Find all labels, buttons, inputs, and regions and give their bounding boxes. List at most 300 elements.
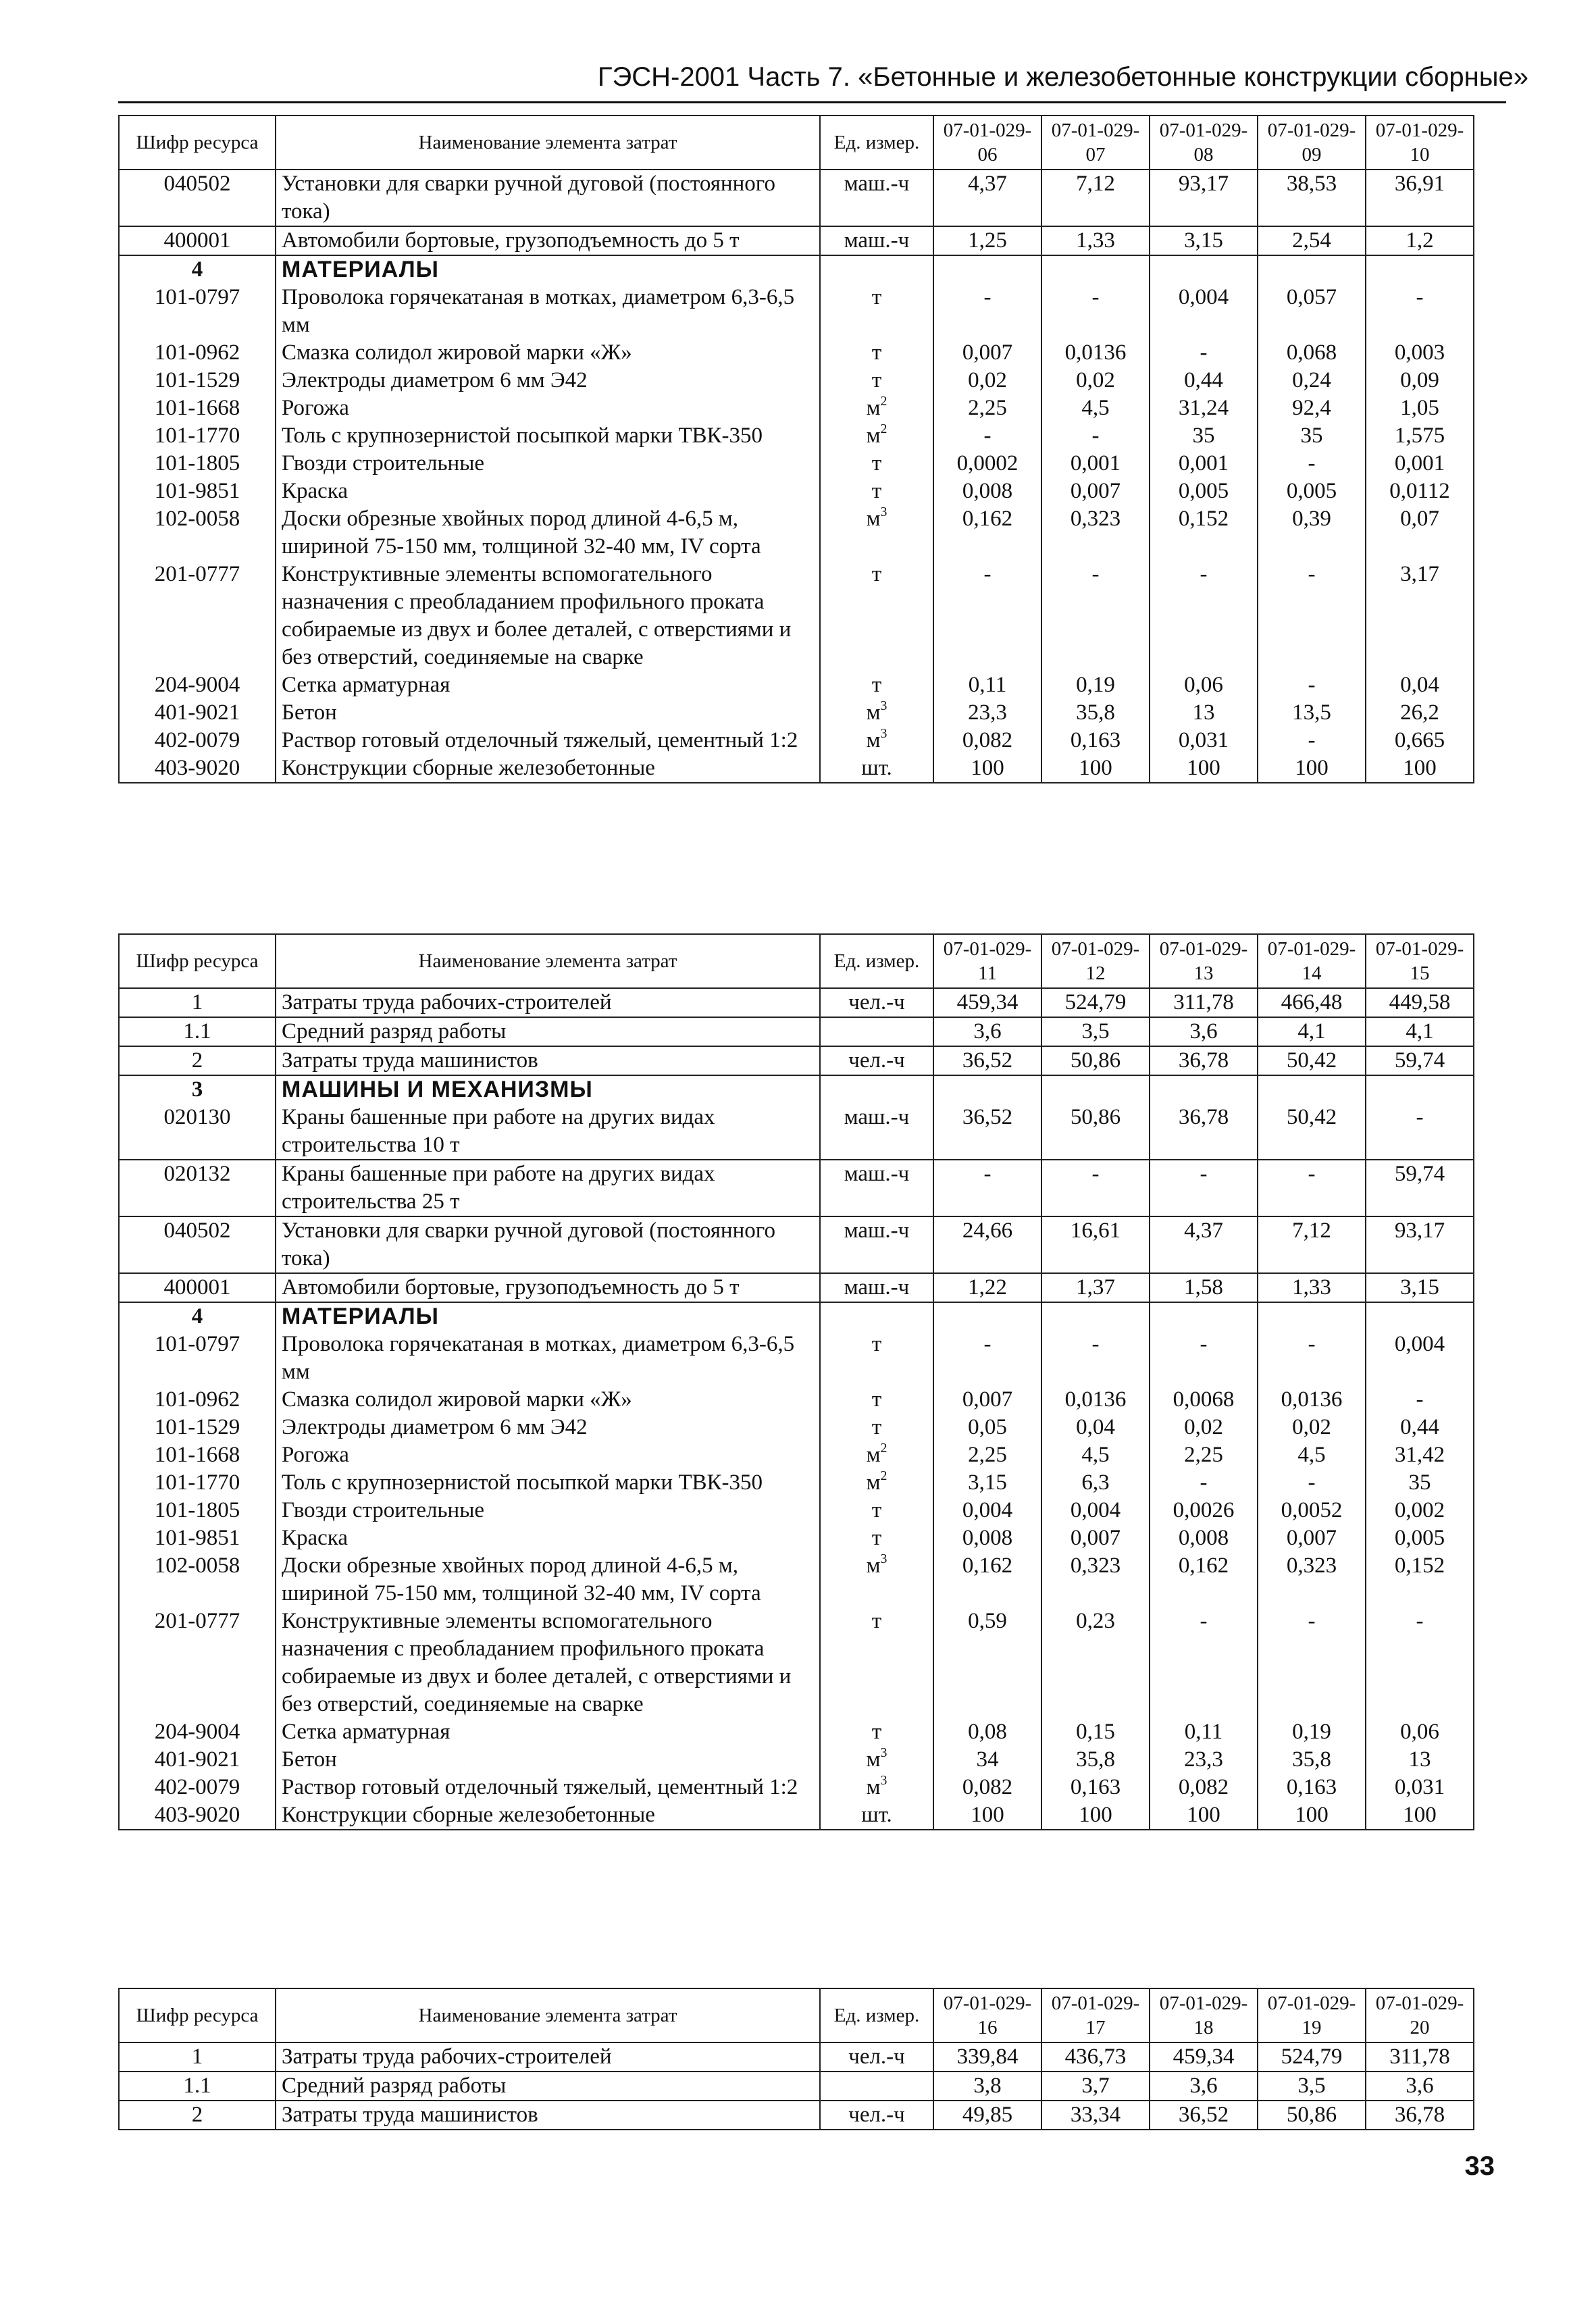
value-cell: 3,6 — [1150, 1017, 1258, 1046]
value-cell: 0,004 — [1366, 1331, 1474, 1386]
value-cell: - — [933, 1331, 1041, 1386]
value-cell: 2,54 — [1258, 226, 1366, 255]
value-cell: 0,001 — [1150, 450, 1258, 478]
value-cell: 4,5 — [1041, 1441, 1150, 1469]
unit-text: м — [866, 728, 881, 752]
unit-text: т — [871, 1415, 882, 1439]
table-row — [119, 170, 1474, 226]
table-row — [119, 1104, 1474, 1160]
value-cell: 0,0136 — [1041, 1386, 1150, 1414]
value-cell: 1,2 — [1366, 226, 1474, 255]
value-cell: 100 — [1150, 754, 1258, 783]
value-cell: 23,3 — [933, 699, 1041, 727]
resource-code: 3 — [119, 1075, 276, 1104]
cost-item-name: Затраты труда машинистов — [276, 2101, 820, 2130]
cost-item-name: МАТЕРИАЛЫ — [276, 255, 820, 284]
unit-cell — [820, 561, 933, 671]
value-cell: - — [1150, 561, 1258, 671]
value-cell: - — [1150, 339, 1258, 367]
value-cell: 459,34 — [1150, 2042, 1258, 2072]
value-cell: 0,05 — [933, 1414, 1041, 1441]
value-cell: 50,86 — [1258, 2101, 1366, 2130]
value-cell: 1,33 — [1041, 226, 1150, 255]
value-cell: 0,09 — [1366, 367, 1474, 394]
table-row — [119, 1801, 1474, 1830]
unit-cell — [820, 988, 933, 1017]
value-cell: 0,152 — [1366, 1552, 1474, 1608]
unit-text: м — [866, 507, 881, 531]
value-cell: - — [1258, 727, 1366, 754]
value-cell: 524,79 — [1258, 2042, 1366, 2072]
value-cell: - — [1258, 561, 1366, 671]
value-cell: 4,5 — [1258, 1441, 1366, 1469]
value-cell — [1366, 255, 1474, 284]
value-cell: 0,07 — [1366, 505, 1474, 561]
table-row — [119, 1524, 1474, 1552]
value-cell: 2,25 — [933, 394, 1041, 422]
value-cell: 3,15 — [1366, 1273, 1474, 1302]
resource-code: 101-0962 — [119, 1386, 276, 1414]
unit-cell — [820, 422, 933, 450]
header-norm-code: 07-01-029-16 — [933, 1988, 1041, 2042]
header-norm-code: 07-01-029-09 — [1258, 115, 1366, 170]
header-norm-code: 07-01-029-13 — [1150, 934, 1258, 988]
value-cell: 0,068 — [1258, 339, 1366, 367]
table-header-row — [119, 1988, 1474, 2042]
table-row — [119, 422, 1474, 450]
value-cell: 0,082 — [933, 1774, 1041, 1801]
value-cell: 0,007 — [933, 1386, 1041, 1414]
resource-code: 101-1529 — [119, 1414, 276, 1441]
header-norm-code: 07-01-029-14 — [1258, 934, 1366, 988]
header-code: Шифр ресурса — [119, 1988, 276, 2042]
value-cell: 466,48 — [1258, 988, 1366, 1017]
unit-text: маш.-ч — [844, 1218, 910, 1243]
value-cell: 0,02 — [1258, 1414, 1366, 1441]
header-unit: Ед. измер. — [820, 1988, 933, 2042]
section-row — [119, 255, 1474, 284]
header-norm-code: 07-01-029-12 — [1041, 934, 1150, 988]
resource-code: 1.1 — [119, 2072, 276, 2101]
value-cell: 36,78 — [1366, 2101, 1474, 2130]
value-cell — [933, 1075, 1041, 1104]
value-cell: 0,007 — [933, 339, 1041, 367]
value-cell: 1,33 — [1258, 1273, 1366, 1302]
value-cell: - — [1366, 1386, 1474, 1414]
value-cell: 0,163 — [1041, 727, 1150, 754]
unit-text: м — [866, 1775, 881, 1799]
unit-cell — [820, 170, 933, 226]
value-cell: 13,5 — [1258, 699, 1366, 727]
unit-text: т — [871, 1387, 882, 1412]
value-cell: 311,78 — [1366, 2042, 1474, 2072]
value-cell: 35 — [1366, 1469, 1474, 1497]
unit-cell — [820, 394, 933, 422]
unit-text: маш.-ч — [844, 1275, 910, 1300]
cost-item-name: Раствор готовый отделочный тяжелый, цементный 1:2 — [276, 1774, 820, 1801]
header-code: Шифр ресурса — [119, 934, 276, 988]
cost-item-name: Средний разряд работы — [276, 2072, 820, 2101]
unit-cell — [820, 255, 933, 284]
unit-cell — [820, 478, 933, 505]
unit-text: т — [871, 451, 882, 475]
table-row — [119, 2072, 1474, 2101]
unit-cell — [820, 2042, 933, 2072]
unit-superscript: 3 — [880, 505, 887, 520]
unit-cell — [820, 505, 933, 561]
resource-code: 101-1805 — [119, 450, 276, 478]
value-cell: 100 — [1366, 1801, 1474, 1830]
table-row — [119, 226, 1474, 255]
resource-code: 1.1 — [119, 1017, 276, 1046]
table-row — [119, 671, 1474, 699]
cost-item-name: Краны башенные при работе на других видах строительства 25 т — [276, 1160, 820, 1216]
value-cell: 0,02 — [1041, 367, 1150, 394]
value-cell: 3,6 — [1366, 2072, 1474, 2101]
unit-cell — [820, 226, 933, 255]
cost-item-name: Электроды диаметром 6 мм Э42 — [276, 367, 820, 394]
value-cell: - — [933, 1160, 1041, 1216]
value-cell — [1041, 1302, 1150, 1331]
value-cell: 0,04 — [1041, 1414, 1150, 1441]
cost-item-name: Конструкции сборные железобетонные — [276, 754, 820, 783]
unit-text: чел.-ч — [848, 990, 905, 1014]
table-row — [119, 1746, 1474, 1774]
value-cell: 0,39 — [1258, 505, 1366, 561]
header-norm-code: 07-01-029-15 — [1366, 934, 1474, 988]
unit-cell — [820, 1469, 933, 1497]
value-cell: - — [1150, 1160, 1258, 1216]
value-cell: 0,005 — [1258, 478, 1366, 505]
unit-cell — [820, 1718, 933, 1746]
resource-code: 2 — [119, 2101, 276, 2130]
value-cell: - — [1258, 1608, 1366, 1718]
table-row — [119, 1386, 1474, 1414]
value-cell: 449,58 — [1366, 988, 1474, 1017]
table-row — [119, 1017, 1474, 1046]
unit-text: чел.-ч — [848, 2103, 905, 2127]
value-cell: 0,323 — [1258, 1552, 1366, 1608]
value-cell: 0,007 — [1041, 478, 1150, 505]
unit-text: шт. — [861, 756, 892, 780]
resource-code: 101-1805 — [119, 1497, 276, 1524]
value-cell: 0,031 — [1150, 727, 1258, 754]
cost-item-name: Доски обрезные хвойных пород длиной 4-6,5 м, шириной 75-150 мм, толщиной 32-40 мм, IV сорта — [276, 1552, 820, 1608]
value-cell: - — [1041, 284, 1150, 339]
unit-cell — [820, 1386, 933, 1414]
table-row — [119, 2042, 1474, 2072]
section-row — [119, 1302, 1474, 1331]
cost-item-name: Электроды диаметром 6 мм Э42 — [276, 1414, 820, 1441]
value-cell: 0,44 — [1366, 1414, 1474, 1441]
unit-cell — [820, 1552, 933, 1608]
cost-item-name: Конструкции сборные железобетонные — [276, 1801, 820, 1830]
value-cell — [1366, 1302, 1474, 1331]
table-row — [119, 1331, 1474, 1386]
cost-item-name: Доски обрезные хвойных пород длиной 4-6,5 м, шириной 75-150 мм, толщиной 32-40 мм, IV сорта — [276, 505, 820, 561]
table-row — [119, 1273, 1474, 1302]
value-cell: 3,15 — [933, 1469, 1041, 1497]
value-cell — [1041, 255, 1150, 284]
unit-cell — [820, 727, 933, 754]
value-cell: 36,78 — [1150, 1104, 1258, 1160]
unit-cell — [820, 699, 933, 727]
cost-item-name: Проволока горячекатаная в мотках, диаметром 6,3-6,5 мм — [276, 284, 820, 339]
resource-code: 020132 — [119, 1160, 276, 1216]
unit-cell — [820, 367, 933, 394]
resource-code: 204-9004 — [119, 1718, 276, 1746]
table-row — [119, 505, 1474, 561]
value-cell: 31,42 — [1366, 1441, 1474, 1469]
value-cell: 0,082 — [933, 727, 1041, 754]
value-cell: 1,22 — [933, 1273, 1041, 1302]
cost-item-name: Рогожа — [276, 394, 820, 422]
unit-text: т — [871, 673, 882, 697]
value-cell: - — [1258, 1160, 1366, 1216]
table-header-row — [119, 115, 1474, 170]
table-row — [119, 1552, 1474, 1608]
table-row — [119, 478, 1474, 505]
value-cell: 0,0052 — [1258, 1497, 1366, 1524]
value-cell: 50,86 — [1041, 1104, 1150, 1160]
header-unit: Ед. измер. — [820, 115, 933, 170]
value-cell: 100 — [1041, 1801, 1150, 1830]
unit-cell — [820, 1441, 933, 1469]
unit-text: м — [866, 1470, 881, 1495]
resource-code: 102-0058 — [119, 1552, 276, 1608]
value-cell: 0,008 — [933, 1524, 1041, 1552]
header-name: Наименование элемента затрат — [276, 1988, 820, 2042]
resource-code: 101-9851 — [119, 1524, 276, 1552]
unit-cell — [820, 284, 933, 339]
unit-superscript: 2 — [880, 421, 887, 437]
value-cell: 3,6 — [933, 1017, 1041, 1046]
unit-cell — [820, 754, 933, 783]
unit-text: чел.-ч — [848, 2045, 905, 2069]
resource-code: 040502 — [119, 1216, 276, 1273]
resource-code: 402-0079 — [119, 727, 276, 754]
value-cell: 34 — [933, 1746, 1041, 1774]
value-cell: 59,74 — [1366, 1046, 1474, 1075]
table-header-row — [119, 934, 1474, 988]
cost-item-name: Рогожа — [276, 1441, 820, 1469]
value-cell: 0,152 — [1150, 505, 1258, 561]
cost-item-name: Краны башенные при работе на других видах строительства 10 т — [276, 1104, 820, 1160]
unit-text: м — [866, 423, 881, 448]
unit-cell — [820, 1497, 933, 1524]
value-cell: 92,4 — [1258, 394, 1366, 422]
value-cell: 93,17 — [1366, 1216, 1474, 1273]
header-norm-code: 07-01-029-20 — [1366, 1988, 1474, 2042]
table-row — [119, 2101, 1474, 2130]
unit-text: т — [871, 1332, 882, 1356]
resource-code: 402-0079 — [119, 1774, 276, 1801]
value-cell — [1150, 1075, 1258, 1104]
cost-item-name: Бетон — [276, 699, 820, 727]
value-cell: 3,8 — [933, 2072, 1041, 2101]
header-norm-code: 07-01-029-17 — [1041, 1988, 1150, 2042]
unit-cell — [820, 1017, 933, 1046]
value-cell: 13 — [1150, 699, 1258, 727]
unit-cell — [820, 1273, 933, 1302]
value-cell: 13 — [1366, 1746, 1474, 1774]
value-cell: 0,06 — [1150, 671, 1258, 699]
value-cell — [933, 255, 1041, 284]
resource-code: 1 — [119, 988, 276, 1017]
value-cell: - — [1366, 284, 1474, 339]
value-cell: 0,007 — [1258, 1524, 1366, 1552]
value-cell: 1,37 — [1041, 1273, 1150, 1302]
value-cell: 0,008 — [933, 478, 1041, 505]
unit-cell — [820, 1414, 933, 1441]
resource-code: 101-0797 — [119, 284, 276, 339]
table-row — [119, 1160, 1474, 1216]
value-cell: 36,52 — [933, 1046, 1041, 1075]
value-cell: - — [1150, 1331, 1258, 1386]
value-cell: - — [1366, 1104, 1474, 1160]
table-row — [119, 1469, 1474, 1497]
value-cell — [1041, 1075, 1150, 1104]
resource-code: 4 — [119, 1302, 276, 1331]
unit-text: т — [871, 1526, 882, 1550]
table-row — [119, 1718, 1474, 1746]
value-cell: 311,78 — [1150, 988, 1258, 1017]
resource-code: 400001 — [119, 226, 276, 255]
value-cell: 0,323 — [1041, 1552, 1150, 1608]
value-cell: 459,34 — [933, 988, 1041, 1017]
value-cell: 0,163 — [1041, 1774, 1150, 1801]
unit-text: т — [871, 340, 882, 365]
unit-cell — [820, 2072, 933, 2101]
unit-text: т — [871, 479, 882, 503]
value-cell: 33,34 — [1041, 2101, 1150, 2130]
value-cell: 0,02 — [1150, 1414, 1258, 1441]
resource-code: 403-9020 — [119, 754, 276, 783]
value-cell: - — [1041, 1160, 1150, 1216]
value-cell: 100 — [933, 1801, 1041, 1830]
value-cell — [1150, 255, 1258, 284]
header-unit: Ед. измер. — [820, 934, 933, 988]
cost-item-name: Раствор готовый отделочный тяжелый, цементный 1:2 — [276, 727, 820, 754]
resource-code: 101-1529 — [119, 367, 276, 394]
value-cell: 35,8 — [1041, 1746, 1150, 1774]
resource-code: 102-0058 — [119, 505, 276, 561]
value-cell: 100 — [1150, 1801, 1258, 1830]
cost-item-name: Сетка арматурная — [276, 671, 820, 699]
value-cell: 0,15 — [1041, 1718, 1150, 1746]
value-cell: - — [933, 561, 1041, 671]
unit-text: т — [871, 285, 882, 309]
unit-superscript: 3 — [880, 1745, 887, 1761]
value-cell: 7,12 — [1258, 1216, 1366, 1273]
value-cell: 0,04 — [1366, 671, 1474, 699]
value-cell: 0,06 — [1366, 1718, 1474, 1746]
resource-code: 101-9851 — [119, 478, 276, 505]
value-cell: 16,61 — [1041, 1216, 1150, 1273]
cost-item-name: Установки для сварки ручной дуговой (постоянного тока) — [276, 1216, 820, 1273]
value-cell: 7,12 — [1041, 170, 1150, 226]
value-cell: 0,003 — [1366, 339, 1474, 367]
unit-text: маш.-ч — [844, 228, 910, 253]
value-cell: 4,37 — [933, 170, 1041, 226]
value-cell: 36,78 — [1150, 1046, 1258, 1075]
unit-cell — [820, 2101, 933, 2130]
table-row — [119, 1441, 1474, 1469]
resource-code: 101-0797 — [119, 1331, 276, 1386]
value-cell: 0,0112 — [1366, 478, 1474, 505]
unit-cell — [820, 1216, 933, 1273]
table-row — [119, 339, 1474, 367]
value-cell: 35,8 — [1258, 1746, 1366, 1774]
value-cell: 0,11 — [933, 671, 1041, 699]
unit-cell — [820, 1524, 933, 1552]
page-header: ГЭСН-2001 Часть 7. «Бетонные и железобетонные конструкции сборные» — [597, 62, 1528, 92]
value-cell: 6,3 — [1041, 1469, 1150, 1497]
cost-item-name: Толь с крупнозернистой посыпкой марки ТВК-350 — [276, 422, 820, 450]
value-cell: 4,5 — [1041, 394, 1150, 422]
header-norm-code: 07-01-029-19 — [1258, 1988, 1366, 2042]
value-cell — [1258, 1075, 1366, 1104]
unit-text: т — [871, 368, 882, 392]
cost-item-name: Толь с крупнозернистой посыпкой марки ТВК-350 — [276, 1469, 820, 1497]
table-row — [119, 754, 1474, 783]
cost-item-name: Автомобили бортовые, грузоподъемность до 5 т — [276, 1273, 820, 1302]
value-cell: 0,08 — [933, 1718, 1041, 1746]
header-norm-code: 07-01-029-18 — [1150, 1988, 1258, 2042]
value-cell: 3,7 — [1041, 2072, 1150, 2101]
cost-item-name: Затраты труда рабочих-строителей — [276, 2042, 820, 2072]
value-cell: 36,52 — [933, 1104, 1041, 1160]
header-name: Наименование элемента затрат — [276, 115, 820, 170]
unit-text: м — [866, 1553, 881, 1578]
value-cell: 0,24 — [1258, 367, 1366, 394]
value-cell: 0,007 — [1041, 1524, 1150, 1552]
page-number: 33 — [1464, 2151, 1495, 2181]
value-cell: 36,52 — [1150, 2101, 1258, 2130]
unit-text: т — [871, 1498, 882, 1522]
table-row — [119, 1497, 1474, 1524]
value-cell: 100 — [1258, 754, 1366, 783]
value-cell: 35,8 — [1041, 699, 1150, 727]
value-cell: 0,0136 — [1258, 1386, 1366, 1414]
cost-item-name: Установки для сварки ручной дуговой (постоянного тока) — [276, 170, 820, 226]
value-cell: - — [1150, 1608, 1258, 1718]
value-cell: 0,44 — [1150, 367, 1258, 394]
value-cell: 100 — [933, 754, 1041, 783]
cost-item-name: Затраты труда машинистов — [276, 1046, 820, 1075]
value-cell: 3,6 — [1150, 2072, 1258, 2101]
unit-text: м — [866, 396, 881, 420]
value-cell: 50,42 — [1258, 1046, 1366, 1075]
cost-item-name: Сетка арматурная — [276, 1718, 820, 1746]
value-cell: 0,59 — [933, 1608, 1041, 1718]
resource-code: 101-1770 — [119, 422, 276, 450]
value-cell: 4,1 — [1366, 1017, 1474, 1046]
table-row — [119, 561, 1474, 671]
value-cell: 0,0068 — [1150, 1386, 1258, 1414]
table-row — [119, 1046, 1474, 1075]
unit-text: м — [866, 700, 881, 725]
cost-item-name: Смазка солидол жировой марки «Ж» — [276, 339, 820, 367]
norm-table-029-11-15 — [118, 933, 1474, 1830]
cost-item-name: Проволока горячекатаная в мотках, диаметром 6,3-6,5 мм — [276, 1331, 820, 1386]
header-name: Наименование элемента затрат — [276, 934, 820, 988]
table-row — [119, 699, 1474, 727]
value-cell: 1,05 — [1366, 394, 1474, 422]
value-cell: 35 — [1150, 422, 1258, 450]
value-cell: - — [1366, 1608, 1474, 1718]
unit-superscript: 3 — [880, 726, 887, 742]
